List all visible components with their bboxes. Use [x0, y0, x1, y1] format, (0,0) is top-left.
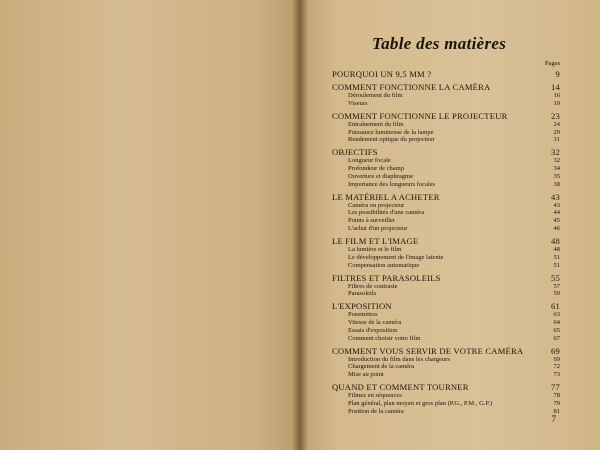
chapter-title: COMMENT FONCTIONNE LE PROJECTEUR	[332, 110, 508, 121]
section-page-number: 59	[553, 290, 560, 298]
section-entry	[332, 327, 560, 335]
chapter-entry	[332, 147, 560, 157]
section-title: Compensation automatique	[348, 261, 420, 269]
section-entry	[332, 173, 560, 181]
section-title: Essais d'exposition	[348, 326, 398, 334]
section-title: Introduction du film dans les chargeurs	[348, 355, 450, 363]
section-title: Comment choisir votre film	[348, 334, 421, 342]
section-entry	[332, 217, 560, 225]
chapter-entry	[332, 236, 560, 246]
chapter-title: QUAND ET COMMENT TOURNER	[332, 382, 469, 393]
section-title: Rendement optique du projecteur	[348, 136, 435, 144]
section-entry	[332, 371, 560, 379]
section-title: Filmez en séquences	[348, 392, 402, 400]
table-of-contents	[332, 69, 560, 416]
pages-column-header: Pages	[544, 60, 560, 67]
chapter-page-number: 14	[551, 82, 560, 92]
section-page-number: 79	[553, 399, 560, 407]
section-page-number: 19	[553, 99, 560, 107]
chapter-page-number: 61	[551, 301, 560, 312]
section-entry	[332, 225, 560, 233]
section-title: Les possibilités d'une caméra	[348, 209, 425, 217]
section-page-number: 67	[553, 334, 560, 342]
section-entry	[332, 254, 560, 262]
section-title: Ouverture et diaphragme	[348, 172, 413, 180]
chapter-title: LE MATÉRIEL A ACHETER	[332, 191, 440, 202]
section-entry	[332, 165, 560, 173]
section-entry	[332, 246, 560, 254]
section-page-number: 38	[553, 180, 560, 188]
chapter-entry	[332, 273, 560, 283]
section-entry	[332, 311, 560, 319]
chapter-title: OBJECTIFS	[332, 147, 378, 158]
section-page-number: 72	[553, 363, 560, 371]
section-page-number: 16	[553, 92, 560, 99]
section-page-number: 73	[553, 371, 560, 379]
section-entry	[332, 157, 560, 165]
section-entry	[332, 392, 560, 400]
section-title: Importance des longueurs focales	[348, 180, 436, 188]
page-number: 7	[551, 414, 556, 424]
chapter-page-number: 43	[551, 191, 560, 202]
chapter-title: L'EXPOSITION	[332, 301, 392, 312]
section-title: Vitesse de la caméra	[348, 319, 402, 327]
book-gutter	[292, 0, 308, 450]
section-page-number: 81	[553, 407, 560, 415]
chapter-title: POURQUOI UN 9,5 MM ?	[332, 69, 432, 79]
section-title: Viseurs	[348, 99, 368, 107]
chapter-entry	[332, 346, 560, 356]
section-entry	[332, 92, 560, 100]
section-title: Points à surveiller	[348, 217, 395, 225]
section-page-number: 48	[553, 245, 560, 253]
section-entry	[332, 319, 560, 327]
chapter-title: COMMENT FONCTIONNE LA CAMÉRA	[332, 82, 491, 92]
chapter-entry	[332, 82, 560, 92]
section-title: Plan général, plan moyen et gros plan (P.G., P.M., G.P.)	[348, 399, 493, 407]
section-title: Position de la caméra	[348, 407, 404, 415]
section-title: Puissance lumineuse de la lampe	[348, 128, 434, 136]
chapter-entry	[332, 69, 560, 79]
chapter-entry	[332, 301, 560, 311]
section-entry	[332, 262, 560, 270]
section-entry	[332, 100, 560, 108]
section-entry	[332, 129, 560, 137]
section-page-number: 29	[553, 128, 560, 136]
section-title: L'achat d'un projecteur	[348, 225, 408, 233]
section-page-number: 35	[553, 172, 560, 180]
section-title: Caméra ou projecteur	[348, 201, 405, 209]
section-page-number: 51	[553, 253, 560, 261]
section-page-number: 65	[553, 326, 560, 334]
section-title: Filtres de contraste	[348, 282, 398, 290]
section-title: Posemètres	[348, 311, 378, 319]
chapter-entry	[332, 111, 560, 121]
section-title: Le développement de l'image latente	[348, 253, 444, 261]
section-page-number: 69	[553, 355, 560, 363]
section-entry	[332, 121, 560, 129]
section-page-number: 51	[553, 261, 560, 269]
section-title: Chargement de la caméra	[348, 363, 415, 371]
section-page-number: 43	[553, 201, 560, 209]
section-entry	[332, 181, 560, 189]
page-title: Table des matières	[372, 34, 507, 53]
section-title: Profondeur de champ	[348, 165, 404, 173]
chapter-title: LE FILM ET L'IMAGE	[332, 235, 419, 246]
section-page-number: 78	[553, 392, 560, 400]
section-entry	[332, 400, 560, 408]
chapter-page-number: 55	[551, 272, 560, 283]
section-page-number: 57	[553, 282, 560, 290]
section-page-number: 34	[553, 165, 560, 173]
chapter-entry	[332, 382, 560, 392]
section-entry	[332, 335, 560, 343]
section-title: Déroulement du film	[348, 92, 403, 99]
section-page-number: 46	[553, 225, 560, 233]
section-entry	[332, 209, 560, 217]
chapter-page-number: 77	[551, 382, 560, 393]
section-title: Entraînement du film	[348, 120, 404, 128]
section-page-number: 32	[553, 157, 560, 165]
chapter-title: COMMENT VOUS SERVIR DE VOTRE CAMÉRA	[332, 345, 524, 356]
section-title: Longueur focale	[348, 157, 391, 165]
chapter-title: FILTRES ET PARASOLEILS	[332, 272, 441, 283]
section-entry	[332, 290, 560, 298]
section-page-number: 45	[553, 217, 560, 225]
section-page-number: 24	[553, 120, 560, 128]
section-entry	[332, 408, 560, 416]
chapter-entry	[332, 192, 560, 202]
section-title: Mise au point	[348, 371, 384, 379]
section-title: Parasoleils	[348, 290, 377, 298]
section-page-number: 44	[553, 209, 560, 217]
section-entry	[332, 363, 560, 371]
chapter-page-number: 23	[551, 110, 560, 121]
chapter-page-number: 48	[551, 235, 560, 246]
chapter-page-number: 9	[555, 69, 560, 79]
section-page-number: 31	[553, 136, 560, 144]
section-page-number: 63	[553, 311, 560, 319]
section-page-number: 64	[553, 319, 560, 327]
right-page	[300, 0, 600, 450]
section-title: La lumière et le film	[348, 245, 402, 253]
section-entry	[332, 136, 560, 144]
section-entry	[332, 356, 560, 364]
section-entry	[332, 283, 560, 291]
chapter-page-number: 69	[551, 345, 560, 356]
chapter-page-number: 32	[551, 147, 560, 158]
section-entry	[332, 202, 560, 210]
